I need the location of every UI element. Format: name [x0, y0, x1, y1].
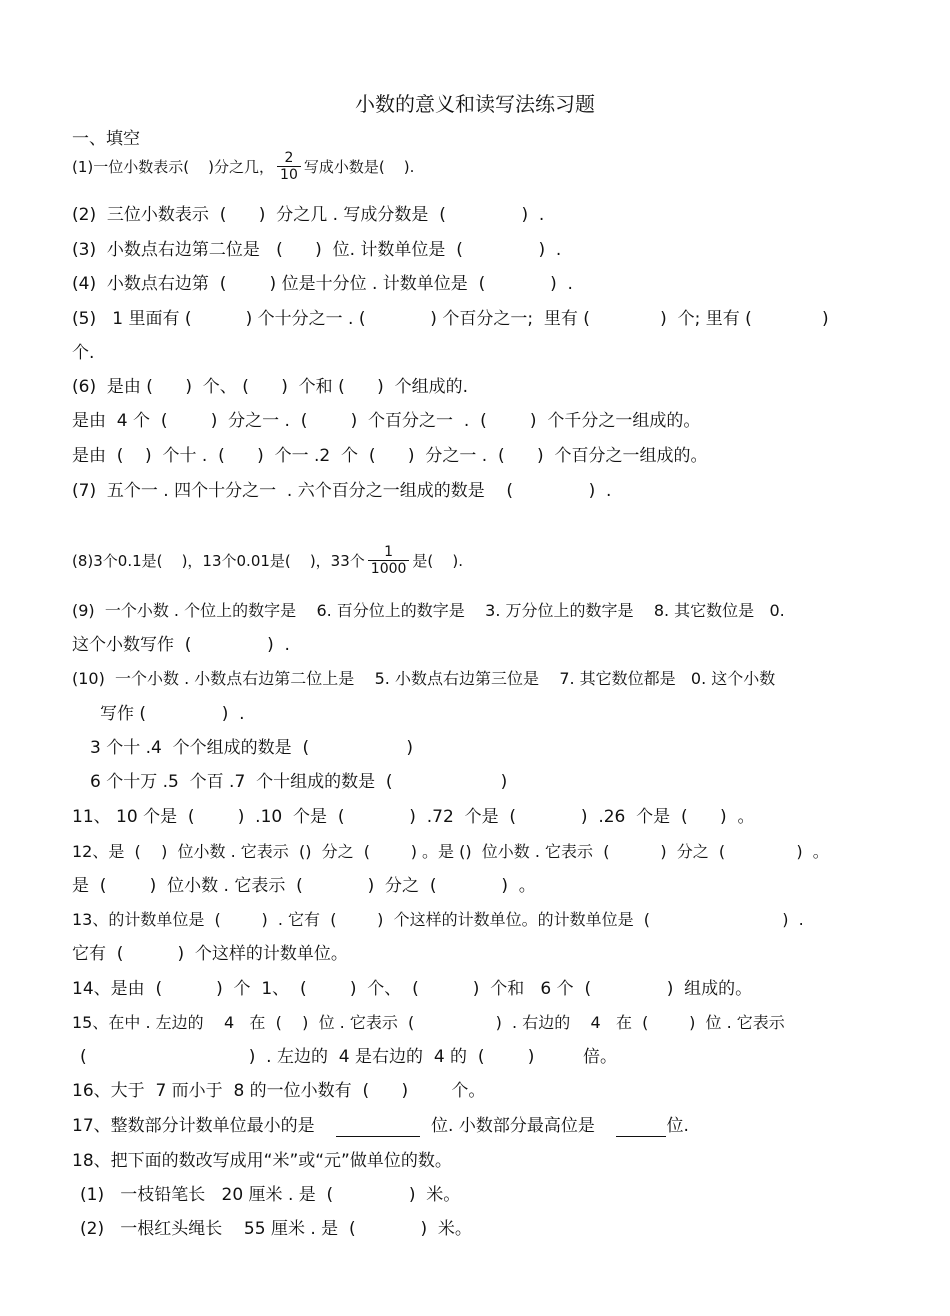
question-8 — [72, 538, 882, 582]
question-4: (4) 小数点右边第 ( ) 位是十分位 . 计数单位是 ( ) . — [72, 274, 573, 294]
fraction-1-1000 — [368, 544, 410, 577]
answer-blank-underline — [336, 1118, 420, 1137]
question-10-line-4: 6 个十万 .5 个百 .7 个十组成的数是 ( ) — [90, 772, 508, 792]
question-17-text-c: 位. — [666, 1116, 689, 1136]
question-18-item-1: (1) 一枝铅笔长 20 厘米 . 是 ( ) 米。 — [80, 1185, 461, 1205]
question-13-line-1: 13、的计数单位是 ( ) . 它有 ( ) 个这样的计数单位。的计数单位是 ( ) . — [72, 910, 804, 929]
question-2: (2) 三位小数表示 ( ) 分之几 . 写成分数是 ( ) . — [72, 205, 545, 225]
question-6-line-3: 是由 ( ) 个十 . ( ) 个一 .2 个 ( ) 分之一 . ( ) 个百分之一组成的。 — [72, 446, 708, 466]
question-1-text-a: (1)一位小数表示( )分之几， — [72, 157, 275, 176]
question-10-line-2: 写作 ( ) . — [100, 704, 245, 724]
question-12-line-1: 12、是 ( ) 位小数 . 它表示 () 分之 ( ) 。是 () 位小数 . 它表示 ( ) 分之 ( ) 。 — [72, 842, 829, 861]
question-5-line-1: (5) 1 里面有 ( ) 个十分之一 . ( ) 个百分之一; 里有 ( ) 个; 里有 ( ) — [72, 309, 829, 329]
question-3: (3) 小数点右边第二位是 ( ) 位. 计数单位是 ( ) . — [72, 240, 562, 260]
question-11: 11、 10 个是 ( ) .10 个是 ( ) .72 个是 ( ) .26 个是 ( ) 。 — [72, 807, 755, 827]
question-18-item-2: (2) 一根红头绳长 55 厘米 . 是 ( ) 米。 — [80, 1219, 472, 1239]
question-1-text-b: 写成小数是( ). — [303, 157, 415, 176]
question-17-text-a: 17、整数部分计数单位最小的是 — [72, 1116, 337, 1136]
question-7: (7) 五个一 . 四个十分之一 . 六个百分之一组成的数是 ( ) . — [72, 481, 612, 501]
answer-blank-underline — [616, 1118, 666, 1137]
question-5-line-2: 个. — [72, 343, 95, 363]
question-13-line-2: 它有 ( ) 个这样的计数单位。 — [72, 944, 348, 964]
question-9-line-1: (9) 一个小数 . 个位上的数字是 6. 百分位上的数字是 3. 万分位上的数字是 8. 其它数位是 0. — [72, 601, 785, 620]
fraction-denominator: 10 — [280, 166, 298, 183]
fraction-denominator: 1000 — [370, 560, 407, 577]
question-8-text-b: 是( ). — [412, 551, 463, 570]
question-15-line-2: ( ) . 左边的 4 是右边的 4 的 ( ) 倍。 — [80, 1047, 617, 1067]
question-8-text-a: (8)3个0.1是( )，13个0.01是( )，33个 — [72, 551, 365, 570]
question-15-line-1: 15、在中 . 左边的 4 在 ( ) 位 . 它表示 ( ) . 右边的 4 在 ( ) 位 . 它表示 — [72, 1013, 785, 1032]
fraction-2-10 — [277, 150, 301, 183]
question-6-line-2: 是由 4 个 ( ) 分之一 . ( ) 个百分之一 . ( ) 个千分之一组成的。 — [72, 411, 701, 431]
question-14: 14、是由 ( ) 个 1、 ( ) 个、 ( ) 个和 6 个 ( ) 组成的。 — [72, 979, 753, 999]
question-10-line-3: 3 个十 .4 个个组成的数是 ( ) — [90, 738, 413, 758]
page-title: 小数的意义和读写法练习题 — [355, 92, 595, 116]
question-10-line-1: (10) 一个小数 . 小数点右边第二位上是 5. 小数点右边第三位是 7. 其它数位都是 0. 这个小数 — [72, 669, 776, 688]
question-17-text-b: 位. 小数部分最高位是 — [420, 1116, 617, 1136]
fraction-numerator: 1 — [384, 543, 394, 560]
question-9-line-2: 这个小数写作 ( ) . — [72, 635, 290, 655]
question-12-line-2: 是 ( ) 位小数 . 它表示 ( ) 分之 ( ) 。 — [72, 876, 536, 896]
question-18: 18、把下面的数改写成用“米”或“元”做单位的数。 — [72, 1151, 452, 1171]
question-16: 16、大于 7 而小于 8 的一位小数有 ( ) 个。 — [72, 1081, 486, 1101]
question-1 — [72, 146, 882, 186]
section-heading: 一、填空 — [72, 129, 140, 149]
question-17 — [72, 1115, 882, 1137]
fraction-numerator: 2 — [284, 149, 294, 166]
question-6-line-1: (6) 是由 ( ) 个、 ( ) 个和 ( ) 个组成的. — [72, 377, 468, 397]
